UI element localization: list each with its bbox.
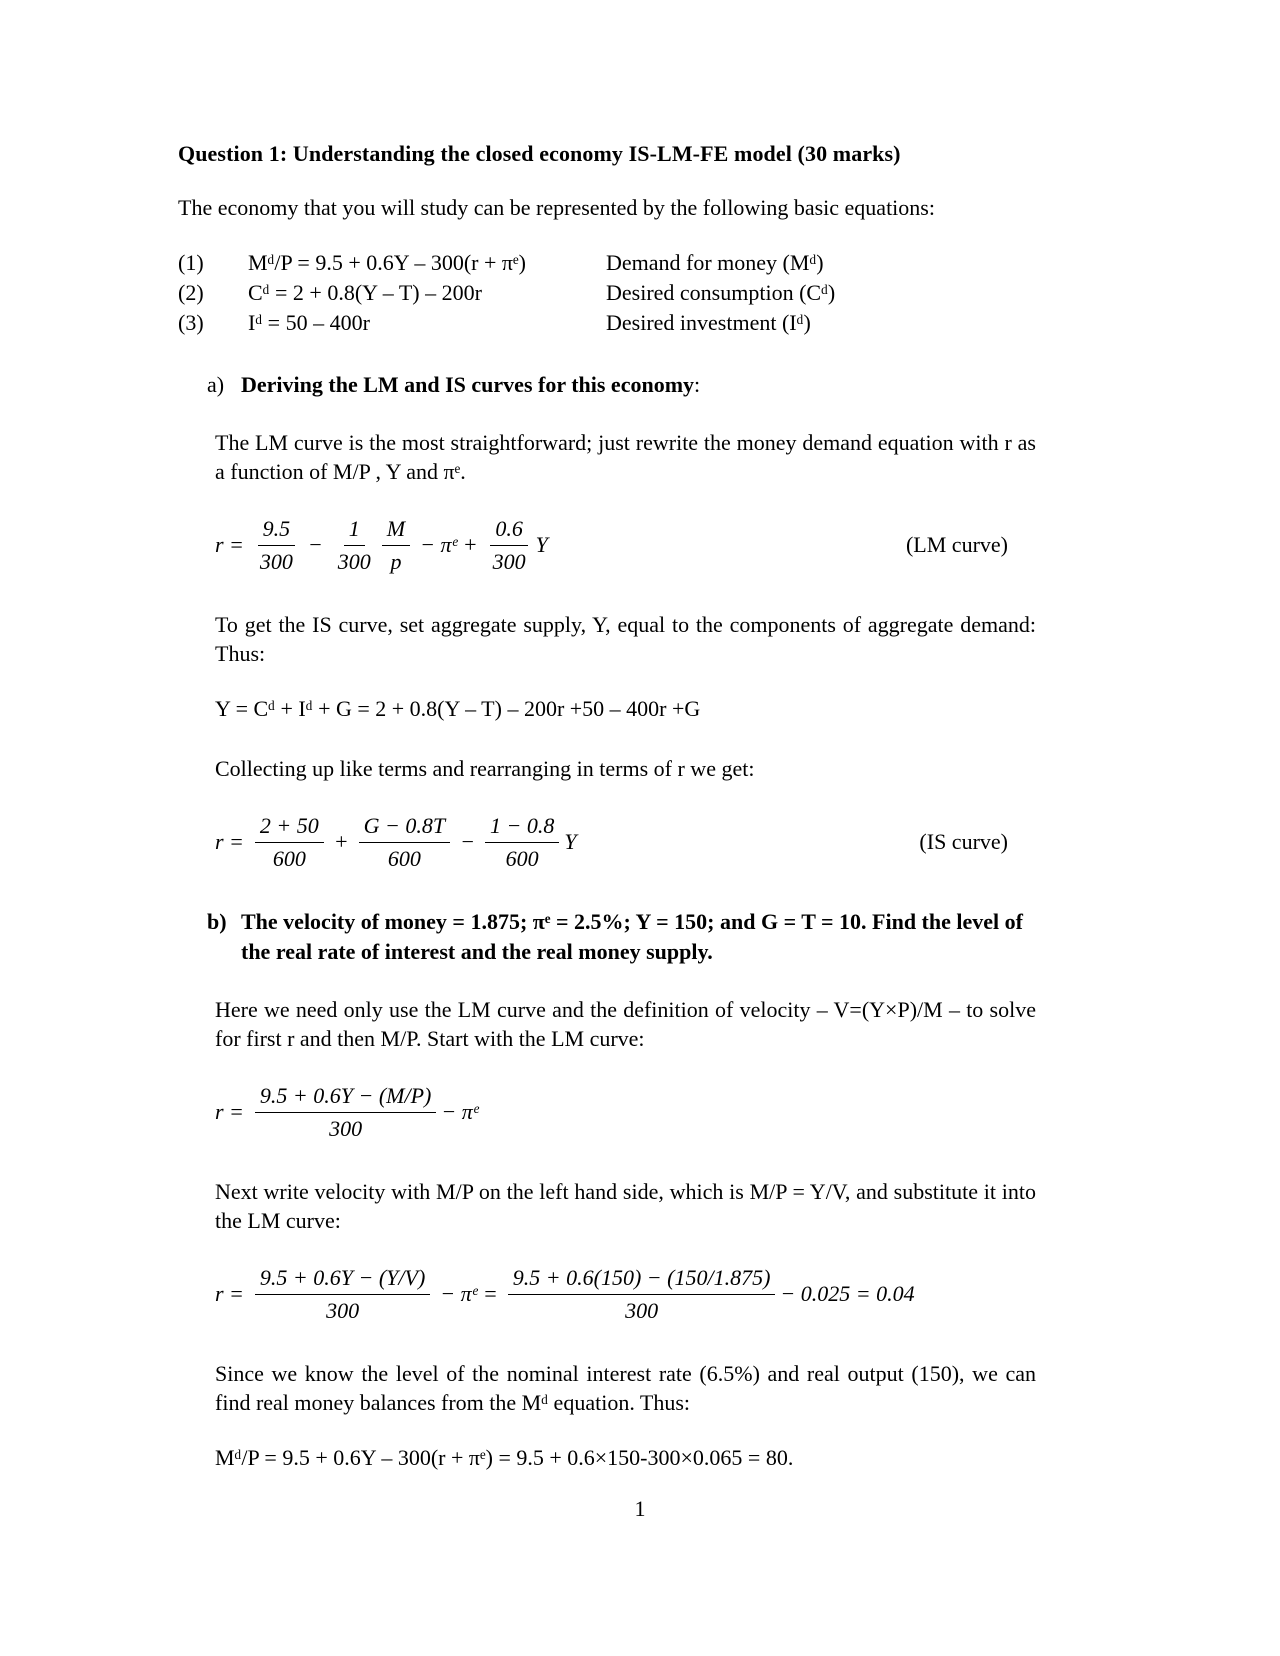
math-lhs: r =: [215, 532, 244, 557]
fraction-numerator: 1: [344, 516, 365, 546]
equation-description: Desired consumption (Cᵈ): [606, 280, 836, 305]
fraction-numerator: 9.5: [258, 516, 296, 546]
fraction-numerator: 2 + 50: [255, 813, 324, 843]
fraction-numerator: 1 − 0.8: [485, 813, 559, 843]
math-fraction: [508, 1265, 776, 1324]
lm-formula-row: [215, 512, 1036, 578]
part-a-heading: [207, 370, 1036, 400]
math-term: Y: [535, 532, 548, 557]
page-number: 1: [634, 1496, 646, 1521]
is-formula: [215, 813, 577, 872]
fraction-denominator: 300: [329, 1115, 363, 1141]
fraction-denominator: 600: [387, 845, 421, 871]
part-marker: b): [207, 909, 227, 934]
b-formula2: [215, 1265, 915, 1324]
fraction-denominator: 600: [505, 845, 539, 871]
b-formula2-row: [215, 1261, 1036, 1327]
is-setup-equation: Y = Cᵈ + Iᵈ + G = 2 + 0.8(Y – T) – 200r +50 – 400r +G: [215, 696, 701, 721]
equation-expression: Iᵈ = 50 – 400r: [248, 310, 370, 335]
math-lhs: r =: [215, 1099, 244, 1124]
math-fraction: [382, 516, 410, 575]
basic-equations-list: [178, 248, 1036, 338]
fraction-denominator: p: [390, 548, 402, 574]
math-term: − πᵉ: [441, 1099, 479, 1124]
part-heading-text: [241, 370, 700, 400]
math-fraction: [488, 516, 531, 575]
equation-description: Desired investment (Iᵈ): [606, 310, 811, 335]
math-operator: −: [460, 829, 475, 854]
body-paragraph: The LM curve is the most straightforward; just rewrite the money demand equation with r as a function of M/P , Y and πᵉ.: [215, 430, 1036, 484]
part-heading-colon: :: [694, 372, 701, 397]
math-fraction: [255, 813, 324, 872]
fraction-numerator: G − 0.8T: [359, 813, 450, 843]
math-operator: − πᵉ =: [440, 1281, 498, 1306]
math-term: Y: [564, 829, 577, 854]
fraction-denominator: 300: [625, 1297, 659, 1323]
equation-expression: Mᵈ/P = 9.5 + 0.6Y – 300(r + πᵉ): [248, 250, 526, 275]
body-paragraph: Collecting up like terms and rearranging in terms of r we get:: [215, 756, 755, 781]
math-fraction: [359, 813, 450, 872]
part-b-body: [215, 995, 1036, 1473]
math-fraction: [485, 813, 559, 872]
math-operator: − πᵉ +: [420, 532, 478, 557]
math-operator: +: [333, 829, 349, 854]
is-formula-row: [215, 809, 1036, 875]
math-operator: −: [307, 532, 323, 557]
body-paragraph: Here we need only use the LM curve and the definition of velocity – V=(Y×P)/M – to solve for first r and then M/P. Start with the LM curve:: [215, 997, 1036, 1051]
part-heading-text: The velocity of money = 1.875; πᵉ = 2.5%; Y = 150; and G = T = 10. Find the level of the real rate of interest and the real money supply.: [241, 909, 1023, 964]
part-a-section: [207, 370, 1036, 875]
b-formula1: [215, 1083, 479, 1142]
equation-number: (3): [178, 310, 204, 335]
fraction-denominator: 300: [326, 1297, 360, 1323]
part-a-body: [215, 428, 1036, 875]
intro-paragraph: The economy that you will study can be represented by the following basic equations:: [178, 195, 935, 220]
b-formula1-row: [215, 1079, 1036, 1145]
part-b-section: [207, 907, 1036, 1473]
fraction-numerator: M: [382, 516, 410, 546]
lm-formula: [215, 516, 548, 575]
question-title: Question 1: Understanding the closed economy IS-LM-FE model (30 marks): [178, 141, 901, 166]
math-term: − 0.025 = 0.04: [780, 1281, 915, 1306]
equation-number: (2): [178, 280, 204, 305]
math-lhs: r =: [215, 1281, 244, 1306]
fraction-numerator: 9.5 + 0.6(150) − (150/1.875): [508, 1265, 776, 1295]
fraction-numerator: 9.5 + 0.6Y − (M/P): [255, 1083, 436, 1113]
equation-description: Demand for money (Mᵈ): [606, 250, 824, 275]
final-equation: Mᵈ/P = 9.5 + 0.6Y – 300(r + πᵉ) = 9.5 + 0.6×150-300×0.065 = 80.: [215, 1445, 794, 1470]
is-curve-label: (IS curve): [919, 829, 1008, 854]
math-fraction: [255, 1265, 430, 1324]
fraction-denominator: 300: [492, 548, 526, 574]
lm-curve-label: (LM curve): [905, 532, 1008, 557]
fraction-numerator: 9.5 + 0.6Y − (Y/V): [255, 1265, 430, 1295]
body-paragraph: Since we know the level of the nominal interest rate (6.5%) and real output (150), we can find real money balances from the Mᵈ equation. Thus:: [215, 1361, 1036, 1415]
part-heading-bold: Deriving the LM and IS curves for this economy: [241, 372, 695, 397]
math-lhs: r =: [215, 829, 244, 854]
fraction-denominator: 300: [259, 548, 293, 574]
body-paragraph: To get the IS curve, set aggregate supply, Y, equal to the components of aggregate demand: Thus:: [215, 612, 1036, 666]
fraction-denominator: 600: [272, 845, 306, 871]
math-fraction: [255, 516, 298, 575]
math-fraction: [333, 516, 376, 575]
fraction-denominator: 300: [337, 548, 371, 574]
equation-expression: Cᵈ = 2 + 0.8(Y – T) – 200r: [248, 280, 482, 305]
fraction-numerator: 0.6: [490, 516, 528, 546]
part-marker: a): [207, 372, 225, 397]
math-fraction: [255, 1083, 436, 1142]
body-paragraph: Next write velocity with M/P on the left hand side, which is M/P = Y/V, and substitute it into the LM curve:: [215, 1179, 1036, 1233]
part-b-heading: [207, 907, 1036, 967]
equation-number: (1): [178, 250, 204, 275]
